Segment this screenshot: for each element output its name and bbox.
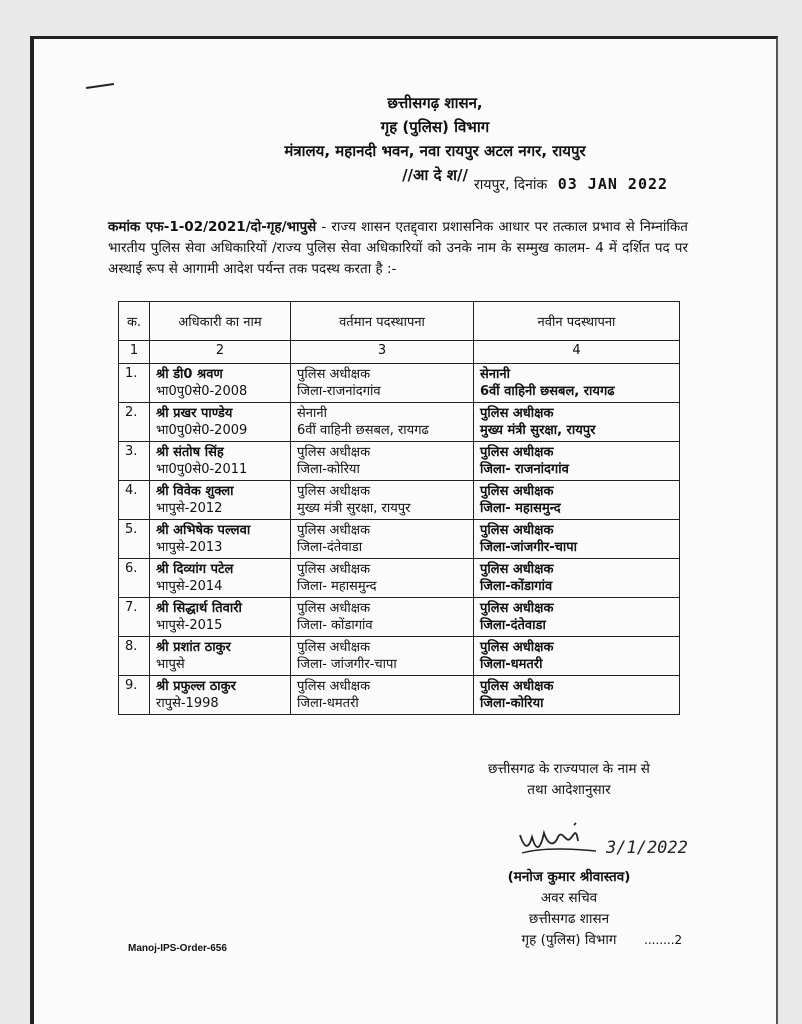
current-place: जिला- जांजगीर-चापा — [297, 657, 397, 672]
new-posting-cell — [474, 403, 680, 442]
current-place: जिला-कोरिया — [297, 462, 360, 477]
new-place: जिला- राजनांदगांव — [480, 462, 569, 477]
header-department: गृह (पुलिस) विभाग — [380, 118, 490, 136]
serial-number: 8. — [119, 637, 150, 676]
table-row — [119, 598, 680, 637]
order-paragraph — [108, 217, 688, 280]
authority-line-1: छत्तीसगढ के राज्यपाल के नाम से — [488, 761, 650, 777]
signatory-org: छत्तीसगढ शासन — [528, 911, 610, 927]
current-posting-cell — [291, 676, 474, 715]
document-page — [30, 36, 778, 1024]
officer-service: भा0पु0से0-2008 — [156, 384, 248, 399]
new-place: जिला-जांजगीर-चापा — [480, 540, 578, 555]
new-post: पुलिस अधीक्षक — [480, 679, 554, 694]
officer-service: रापुसे-1998 — [156, 696, 219, 711]
serial-number: 2. — [119, 403, 150, 442]
officer-name: श्री डी0 श्रवण — [156, 367, 223, 382]
new-post: पुलिस अधीक्षक — [480, 601, 554, 616]
current-place: जिला-राजनांदगांव — [297, 384, 381, 399]
new-posting-cell — [474, 520, 680, 559]
file-reference: Manoj-IPS-Order-656 — [128, 943, 227, 954]
officer-name: श्री प्रफुल्ल ठाकुर — [156, 679, 236, 694]
handwritten-signature — [514, 817, 714, 869]
new-place: मुख्य मंत्री सुरक्षा, रायपुर — [480, 423, 596, 438]
officer-name: श्री विवेक शुक्ला — [156, 484, 234, 499]
document-header — [34, 91, 776, 187]
signatory-block — [484, 867, 654, 951]
new-post: पुलिस अधीक्षक — [480, 523, 554, 538]
table-row — [119, 676, 680, 715]
signatory-designation: अवर सचिव — [540, 890, 598, 906]
new-post: पुलिस अधीक्षक — [480, 562, 554, 577]
new-place: जिला-कोंडागांव — [480, 579, 553, 594]
new-post: पुलिस अधीक्षक — [480, 484, 554, 499]
column-header: नवीन पदस्थापना — [474, 302, 680, 341]
new-place: जिला-कोरिया — [480, 696, 544, 711]
officer-service: भा0पु0से0-2009 — [156, 423, 248, 438]
table-row — [119, 442, 680, 481]
order-reference: कमांक एफ-1-02/2021/दो-गृह/भापुसे — [108, 219, 317, 235]
serial-number: 9. — [119, 676, 150, 715]
new-post: पुलिस अधीक्षक — [480, 406, 554, 421]
header-government: छत्तीसगढ़ शासन, — [387, 94, 483, 112]
current-place: 6वीं वाहिनी छसबल, रायगढ — [297, 423, 429, 438]
column-number: 2 — [150, 341, 291, 364]
officer-service: भा0पु0से0-2011 — [156, 462, 248, 477]
officer-name: श्री अभिषेक पल्लवा — [156, 523, 251, 538]
signatory-name: (मनोज कुमार श्रीवास्तव) — [507, 869, 631, 885]
officer-name: श्री प्रशांत ठाकुर — [156, 640, 231, 655]
serial-number: 5. — [119, 520, 150, 559]
page-continuation: ........2 — [644, 933, 683, 947]
new-posting-cell — [474, 559, 680, 598]
new-place: 6वीं वाहिनी छसबल, रायगढ — [480, 384, 615, 399]
new-posting-cell — [474, 637, 680, 676]
current-place: मुख्य मंत्री सुरक्षा, रायपुर — [297, 501, 411, 516]
header-order-title: //आ दे श// — [402, 166, 468, 184]
officer-cell — [150, 598, 291, 637]
new-posting-cell — [474, 364, 680, 403]
column-number: 3 — [291, 341, 474, 364]
current-post: पुलिस अधीक्षक — [297, 640, 371, 655]
current-posting-cell — [291, 403, 474, 442]
officer-service: भापुसे-2013 — [156, 540, 223, 555]
new-post: पुलिस अधीक्षक — [480, 445, 554, 460]
new-place: जिला- महासमुन्द — [480, 501, 561, 516]
column-header: अधिकारी का नाम — [150, 302, 291, 341]
date-line — [474, 175, 668, 194]
current-post: पुलिस अधीक्षक — [297, 367, 371, 382]
officer-service: भापुसे-2015 — [156, 618, 223, 633]
current-post: पुलिस अधीक्षक — [297, 679, 371, 694]
new-place: जिला-दंतेवाडा — [480, 618, 546, 633]
order-body: - राज्य शासन एतद्द्वारा प्रशासनिक आधार पर तत्काल प्रभाव से निम्नांकित भारतीय पुलिस सेवा अधिकारियों /राज्य पुलिस सेवा अधिकारियों को उनके नाम के सम्मुख कालम- 4 में दर्शित पद पर अस्थाई रूप से आगामी आदेश पर्यन्त तक पदस्थ करता है :- — [108, 219, 688, 277]
current-post: पुलिस अधीक्षक — [297, 523, 371, 538]
column-header: क. — [119, 302, 150, 341]
officer-cell — [150, 637, 291, 676]
new-posting-cell — [474, 598, 680, 637]
column-number: 1 — [119, 341, 150, 364]
current-posting-cell — [291, 442, 474, 481]
current-posting-cell — [291, 598, 474, 637]
new-post: सेनानी — [480, 367, 510, 382]
table-row — [119, 403, 680, 442]
column-number: 4 — [474, 341, 680, 364]
officer-cell — [150, 442, 291, 481]
current-posting-cell — [291, 637, 474, 676]
current-post: पुलिस अधीक्षक — [297, 484, 371, 499]
table-row — [119, 364, 680, 403]
current-post: सेनानी — [297, 406, 327, 421]
signatory-department: गृह (पुलिस) विभाग — [521, 932, 617, 948]
column-header: वर्तमान पदस्थापना — [291, 302, 474, 341]
authority-line — [454, 759, 684, 801]
officer-cell — [150, 559, 291, 598]
current-posting-cell — [291, 520, 474, 559]
date-prefix: रायपुर, दिनांक — [474, 177, 548, 193]
officer-service: भापुसे-2012 — [156, 501, 223, 516]
serial-number: 6. — [119, 559, 150, 598]
officer-name: श्री सिद्धार्थ तिवारी — [156, 601, 242, 616]
table-row — [119, 637, 680, 676]
authority-line-2: तथा आदेशानुसार — [527, 782, 611, 798]
margin-mark — [86, 83, 114, 89]
table-row — [119, 520, 680, 559]
table-row — [119, 481, 680, 520]
officer-cell — [150, 481, 291, 520]
officer-name: श्री संतोष सिंह — [156, 445, 224, 460]
header-address: मंत्रालय, महानदी भवन, नवा रायपुर अटल नगर, रायपुर — [284, 142, 586, 160]
officer-name: श्री दिव्यांग पटेल — [156, 562, 234, 577]
new-posting-cell — [474, 481, 680, 520]
posting-table — [118, 301, 680, 715]
current-place: जिला-धमतरी — [297, 696, 359, 711]
current-posting-cell — [291, 559, 474, 598]
current-posting-cell — [291, 364, 474, 403]
current-place: जिला- कोंडागांव — [297, 618, 373, 633]
current-post: पुलिस अधीक्षक — [297, 601, 371, 616]
officer-cell — [150, 520, 291, 559]
new-posting-cell — [474, 442, 680, 481]
officer-cell — [150, 676, 291, 715]
table-row — [119, 559, 680, 598]
current-place: जिला- महासमुन्द — [297, 579, 377, 594]
officer-service: भापुसे — [156, 657, 185, 672]
new-posting-cell — [474, 676, 680, 715]
date-stamp: 03 JAN 2022 — [557, 175, 669, 193]
current-post: पुलिस अधीक्षक — [297, 562, 371, 577]
column-number-row — [119, 341, 680, 364]
new-place: जिला-धमतरी — [480, 657, 543, 672]
current-posting-cell — [291, 481, 474, 520]
serial-number: 7. — [119, 598, 150, 637]
serial-number: 3. — [119, 442, 150, 481]
officer-name: श्री प्रखर पाण्डेय — [156, 406, 233, 421]
officer-cell — [150, 364, 291, 403]
current-place: जिला-दंतेवाडा — [297, 540, 363, 555]
table-header-row — [119, 302, 680, 341]
serial-number: 4. — [119, 481, 150, 520]
new-post: पुलिस अधीक्षक — [480, 640, 554, 655]
officer-service: भापुसे-2014 — [156, 579, 223, 594]
officer-cell — [150, 403, 291, 442]
current-post: पुलिस अधीक्षक — [297, 445, 371, 460]
serial-number: 1. — [119, 364, 150, 403]
signature-date: 3/1/2022 — [606, 838, 688, 858]
